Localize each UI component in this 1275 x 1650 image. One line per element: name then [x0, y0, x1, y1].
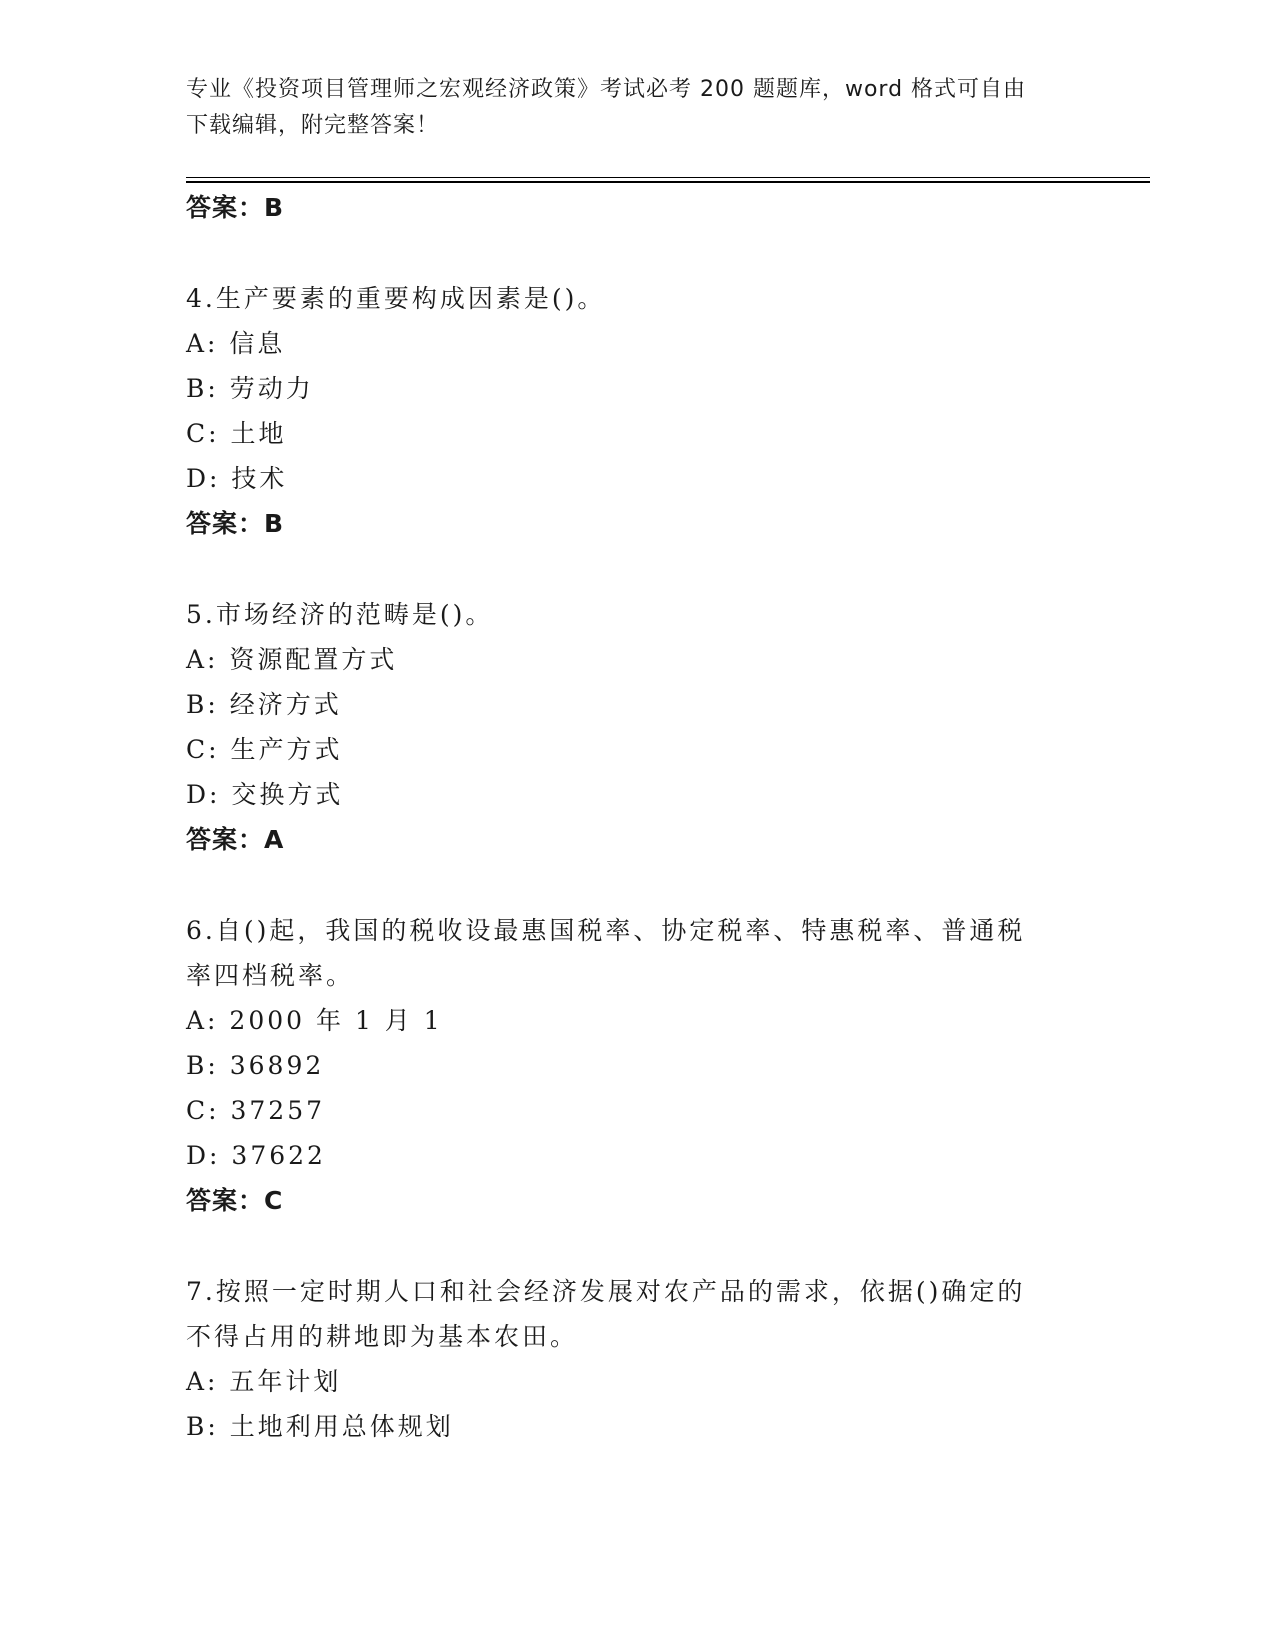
question-7-stem-line-2: 不得占用的耕地即为基本农田。 — [186, 1322, 579, 1351]
header-line-1: 专业《投资项目管理师之宏观经济政策》考试必考 200 题题库，word 格式可自由 — [186, 77, 1027, 102]
header-divider-thick — [186, 181, 1150, 183]
question-5-option-b: B: 经济方式 — [186, 690, 342, 719]
question-6-option-c: C: 37257 — [186, 1096, 326, 1125]
question-7-option-a: A: 五年计划 — [186, 1367, 342, 1396]
question-7-option-b: B: 土地利用总体规划 — [186, 1412, 454, 1441]
document-header — [186, 72, 1066, 144]
question-4-option-a: A: 信息 — [186, 329, 286, 358]
previous-answer: 答案：B — [186, 193, 285, 222]
question-6-option-b: B: 36892 — [186, 1051, 325, 1080]
question-5-option-a: A: 资源配置方式 — [186, 645, 398, 674]
header-line-2: 下载编辑，附完整答案！ — [186, 113, 440, 138]
question-6-stem-line-2: 率四档税率。 — [186, 961, 355, 990]
header-divider-thin — [186, 177, 1150, 178]
question-4-option-c: C: 土地 — [186, 419, 287, 448]
question-6-answer: 答案：C — [186, 1186, 284, 1215]
question-7-stem-line-1: 7.按照一定时期人口和社会经济发展对农产品的需求，依据()确定的 — [186, 1277, 1026, 1306]
question-4-answer: 答案：B — [186, 509, 285, 538]
question-4-option-d: D: 技术 — [186, 464, 288, 493]
question-5-stem: 5.市场经济的范畴是()。 — [186, 600, 494, 629]
question-6-stem-line-1: 6.自()起，我国的税收设最惠国税率、协定税率、特惠税率、普通税 — [186, 916, 1026, 945]
question-5-option-c: C: 生产方式 — [186, 735, 343, 764]
question-5-answer: 答案：A — [186, 825, 285, 854]
question-4-option-b: B: 劳动力 — [186, 374, 314, 403]
question-4-stem: 4.生产要素的重要构成因素是()。 — [186, 284, 606, 313]
question-6-option-a: A: 2000 年 1 月 1 — [186, 1006, 443, 1035]
question-6-option-d: D: 37622 — [186, 1141, 326, 1170]
question-5-option-d: D: 交换方式 — [186, 780, 344, 809]
